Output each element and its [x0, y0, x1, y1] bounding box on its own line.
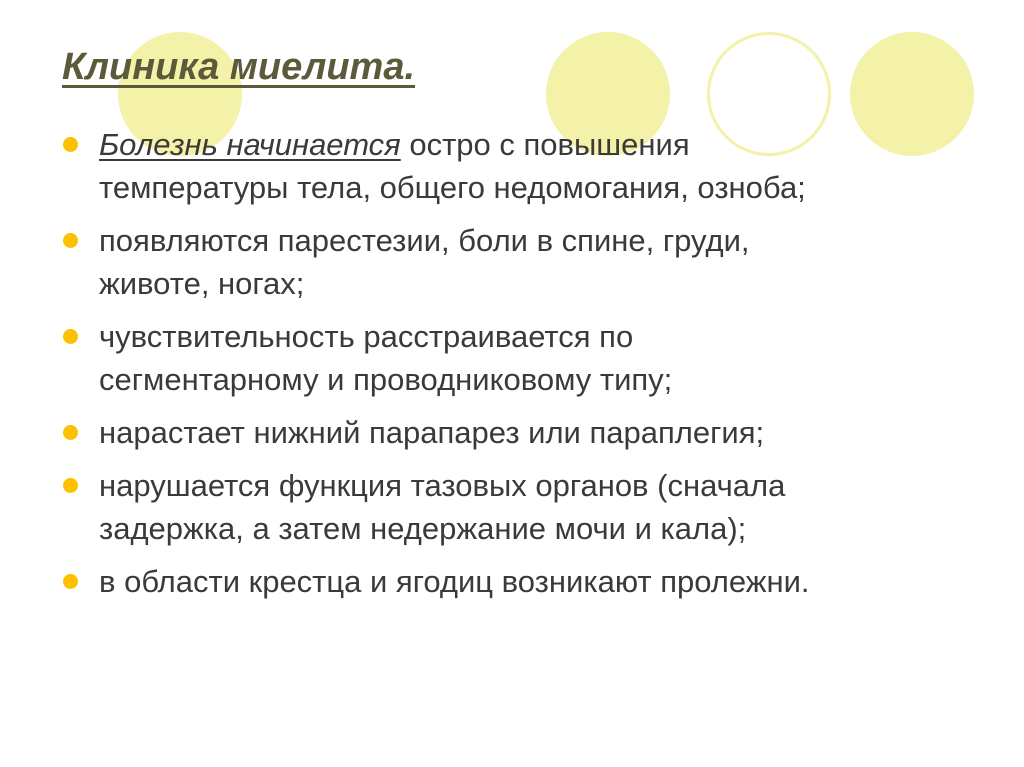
- bullet-line: появляются парестезии, боли в спине, груди,: [99, 223, 750, 258]
- bullet-item-1: [62, 123, 1017, 209]
- bullet-item-5: [62, 464, 1017, 550]
- bullet-list: [62, 123, 1017, 613]
- bullet-line: чувствительность расстраивается по: [99, 319, 634, 354]
- bullet-item-6: [62, 560, 1017, 603]
- slide-title: Клиника миелита.: [62, 46, 416, 88]
- bullet-dot-icon: [63, 329, 78, 344]
- bullet-dot-icon: [63, 233, 78, 248]
- bullet-line: нарушается функция тазовых органов (сначала: [99, 468, 786, 503]
- bullet-text: остро с повышения: [400, 127, 690, 162]
- bullet-line: нарастает нижний парапарез или параплегия;: [99, 415, 765, 450]
- bullet-dot-icon: [63, 478, 78, 493]
- bullet-dot-icon: [63, 425, 78, 440]
- bullet-dot-icon: [63, 137, 78, 152]
- bullet-line: животе, ногах;: [99, 266, 305, 301]
- bullet-emphasis: Болезнь начинается: [99, 127, 401, 162]
- bullet-line: [99, 123, 1017, 166]
- bullet-line: в области крестца и ягодиц возникают пролежни.: [99, 564, 810, 599]
- bullet-item-3: [62, 315, 1017, 401]
- bullet-line: задержка, а затем недержание мочи и кала);: [99, 511, 747, 546]
- bullet-item-2: [62, 219, 1017, 305]
- bullet-line: температуры тела, общего недомогания, озноба;: [99, 170, 806, 205]
- bullet-item-4: [62, 411, 1017, 454]
- bullet-line: сегментарному и проводниковому типу;: [99, 362, 673, 397]
- bullet-dot-icon: [63, 574, 78, 589]
